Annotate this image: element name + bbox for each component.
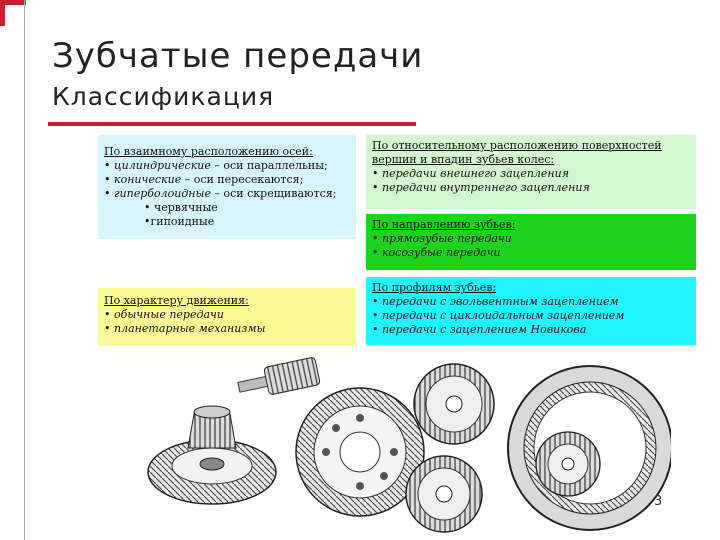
classification-by-axes — [98, 135, 356, 239]
teeth-direction-item: • прямозубые передачи — [372, 232, 512, 245]
axes-item: • цилиндрические – оси параллельны; — [104, 159, 328, 172]
profile-item: • передачи с зацеплением Новикова — [372, 323, 587, 336]
title-underline — [48, 122, 416, 126]
surfaces-heading: По относительному расположению поверхностей вершин и впадин зубьев колес: — [372, 139, 662, 166]
classification-by-profile — [366, 277, 696, 345]
left-guide-line — [24, 0, 25, 540]
ring-gear-icon — [296, 388, 424, 516]
teeth-direction-heading: По направлению зубьев: — [372, 218, 516, 231]
page-number: 3 — [654, 494, 663, 509]
axes-item: • гиперболоидные – оси скрещиваются; — [104, 187, 337, 200]
profile-heading: По профилям зубьев: — [372, 281, 497, 294]
motion-heading: По характеру движения: — [104, 294, 249, 307]
teeth-direction-item: • косозубые передачи — [372, 246, 501, 259]
profile-item: • передачи с эвольвентным зацеплением — [372, 295, 619, 308]
classification-by-motion — [98, 288, 356, 346]
bevel-gear-icon — [148, 406, 276, 504]
axes-heading: По взаимному расположению осей: — [104, 145, 313, 158]
corner-accent-vertical — [0, 0, 5, 26]
motion-item: • обычные передачи — [104, 308, 224, 321]
axes-sub-item: •гипоидные — [144, 215, 215, 228]
axes-sub-item: • червячные — [144, 201, 218, 214]
slide-title: Зубчатые передачи — [52, 36, 424, 76]
worm-gear-icon — [238, 357, 321, 395]
surfaces-item: • передачи внешнего зацепления — [372, 167, 570, 180]
classification-by-surfaces — [366, 135, 696, 209]
axes-item: • конические – оси пересекаются; — [104, 173, 304, 186]
profile-item: • передачи с циклоидальным зацеплением — [372, 309, 625, 322]
classification-by-teeth-direction — [366, 214, 696, 270]
slide-subtitle: Классификация — [52, 82, 275, 111]
surfaces-item: • передачи внутреннего зацепления — [372, 181, 590, 194]
gears-illustration — [138, 352, 671, 536]
gears-drawing — [138, 352, 671, 536]
motion-item: • планетарные механизмы — [104, 322, 266, 335]
internal-gear-icon — [508, 366, 671, 530]
